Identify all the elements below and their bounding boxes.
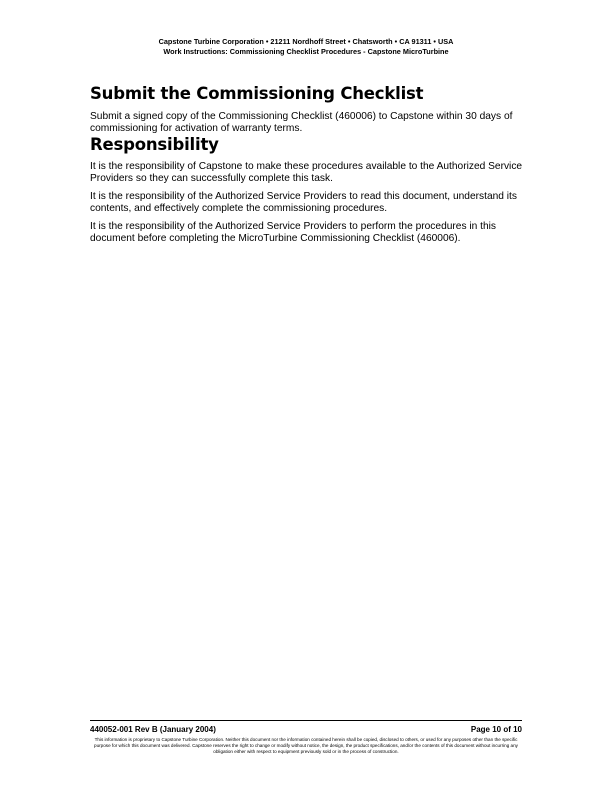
header-document-title: Work Instructions: Commissioning Checklist Procedures - Capstone MicroTurbine	[163, 47, 449, 56]
footer-row	[90, 725, 522, 735]
page-footer	[90, 720, 522, 756]
footer-page-number: Page 10 of 10	[470, 725, 522, 734]
responsibility-paragraph-1: It is the responsibility of Capstone to make these procedures available to the Authorized Service Providers so they can successfully complete this task.	[90, 161, 523, 184]
page-header	[0, 37, 612, 57]
document-body	[90, 84, 530, 245]
responsibility-paragraph-2: It is the responsibility of the Authorized Service Providers to read this document, understand its contents, and effectively complete the commissioning procedures.	[90, 191, 517, 214]
footer-legal-notice: This information is proprietary to Capstone Turbine Corporation. Neither this document nor the information contained herein shall be copied, disclosed to others, or used for any purposes other than the specific purpose for which this document was delivered. Capstone reserves the right to change or modify without notice, the design, the product specifications, and/or the contents of this document without incurring any obligation either with respect to equipment previously sold or in the process of construction.	[94, 737, 518, 755]
header-address-line: Capstone Turbine Corporation • 21211 Nordhoff Street • Chatsworth • CA 91311 • USA	[158, 37, 454, 46]
responsibility-paragraph-3: It is the responsibility of the Authorized Service Providers to perform the procedures in this document before completing the MicroTurbine Commissioning Checklist (460006).	[90, 221, 496, 244]
submit-checklist-paragraph: Submit a signed copy of the Commissioning Checklist (460006) to Capstone within 30 days of commissioning for activation of warranty terms.	[90, 111, 513, 134]
section-heading-submit-checklist: Submit the Commissioning Checklist	[90, 84, 424, 103]
section-heading-responsibility: Responsibility	[90, 135, 219, 154]
footer-document-id: 440052-001 Rev B (January 2004)	[90, 725, 216, 734]
